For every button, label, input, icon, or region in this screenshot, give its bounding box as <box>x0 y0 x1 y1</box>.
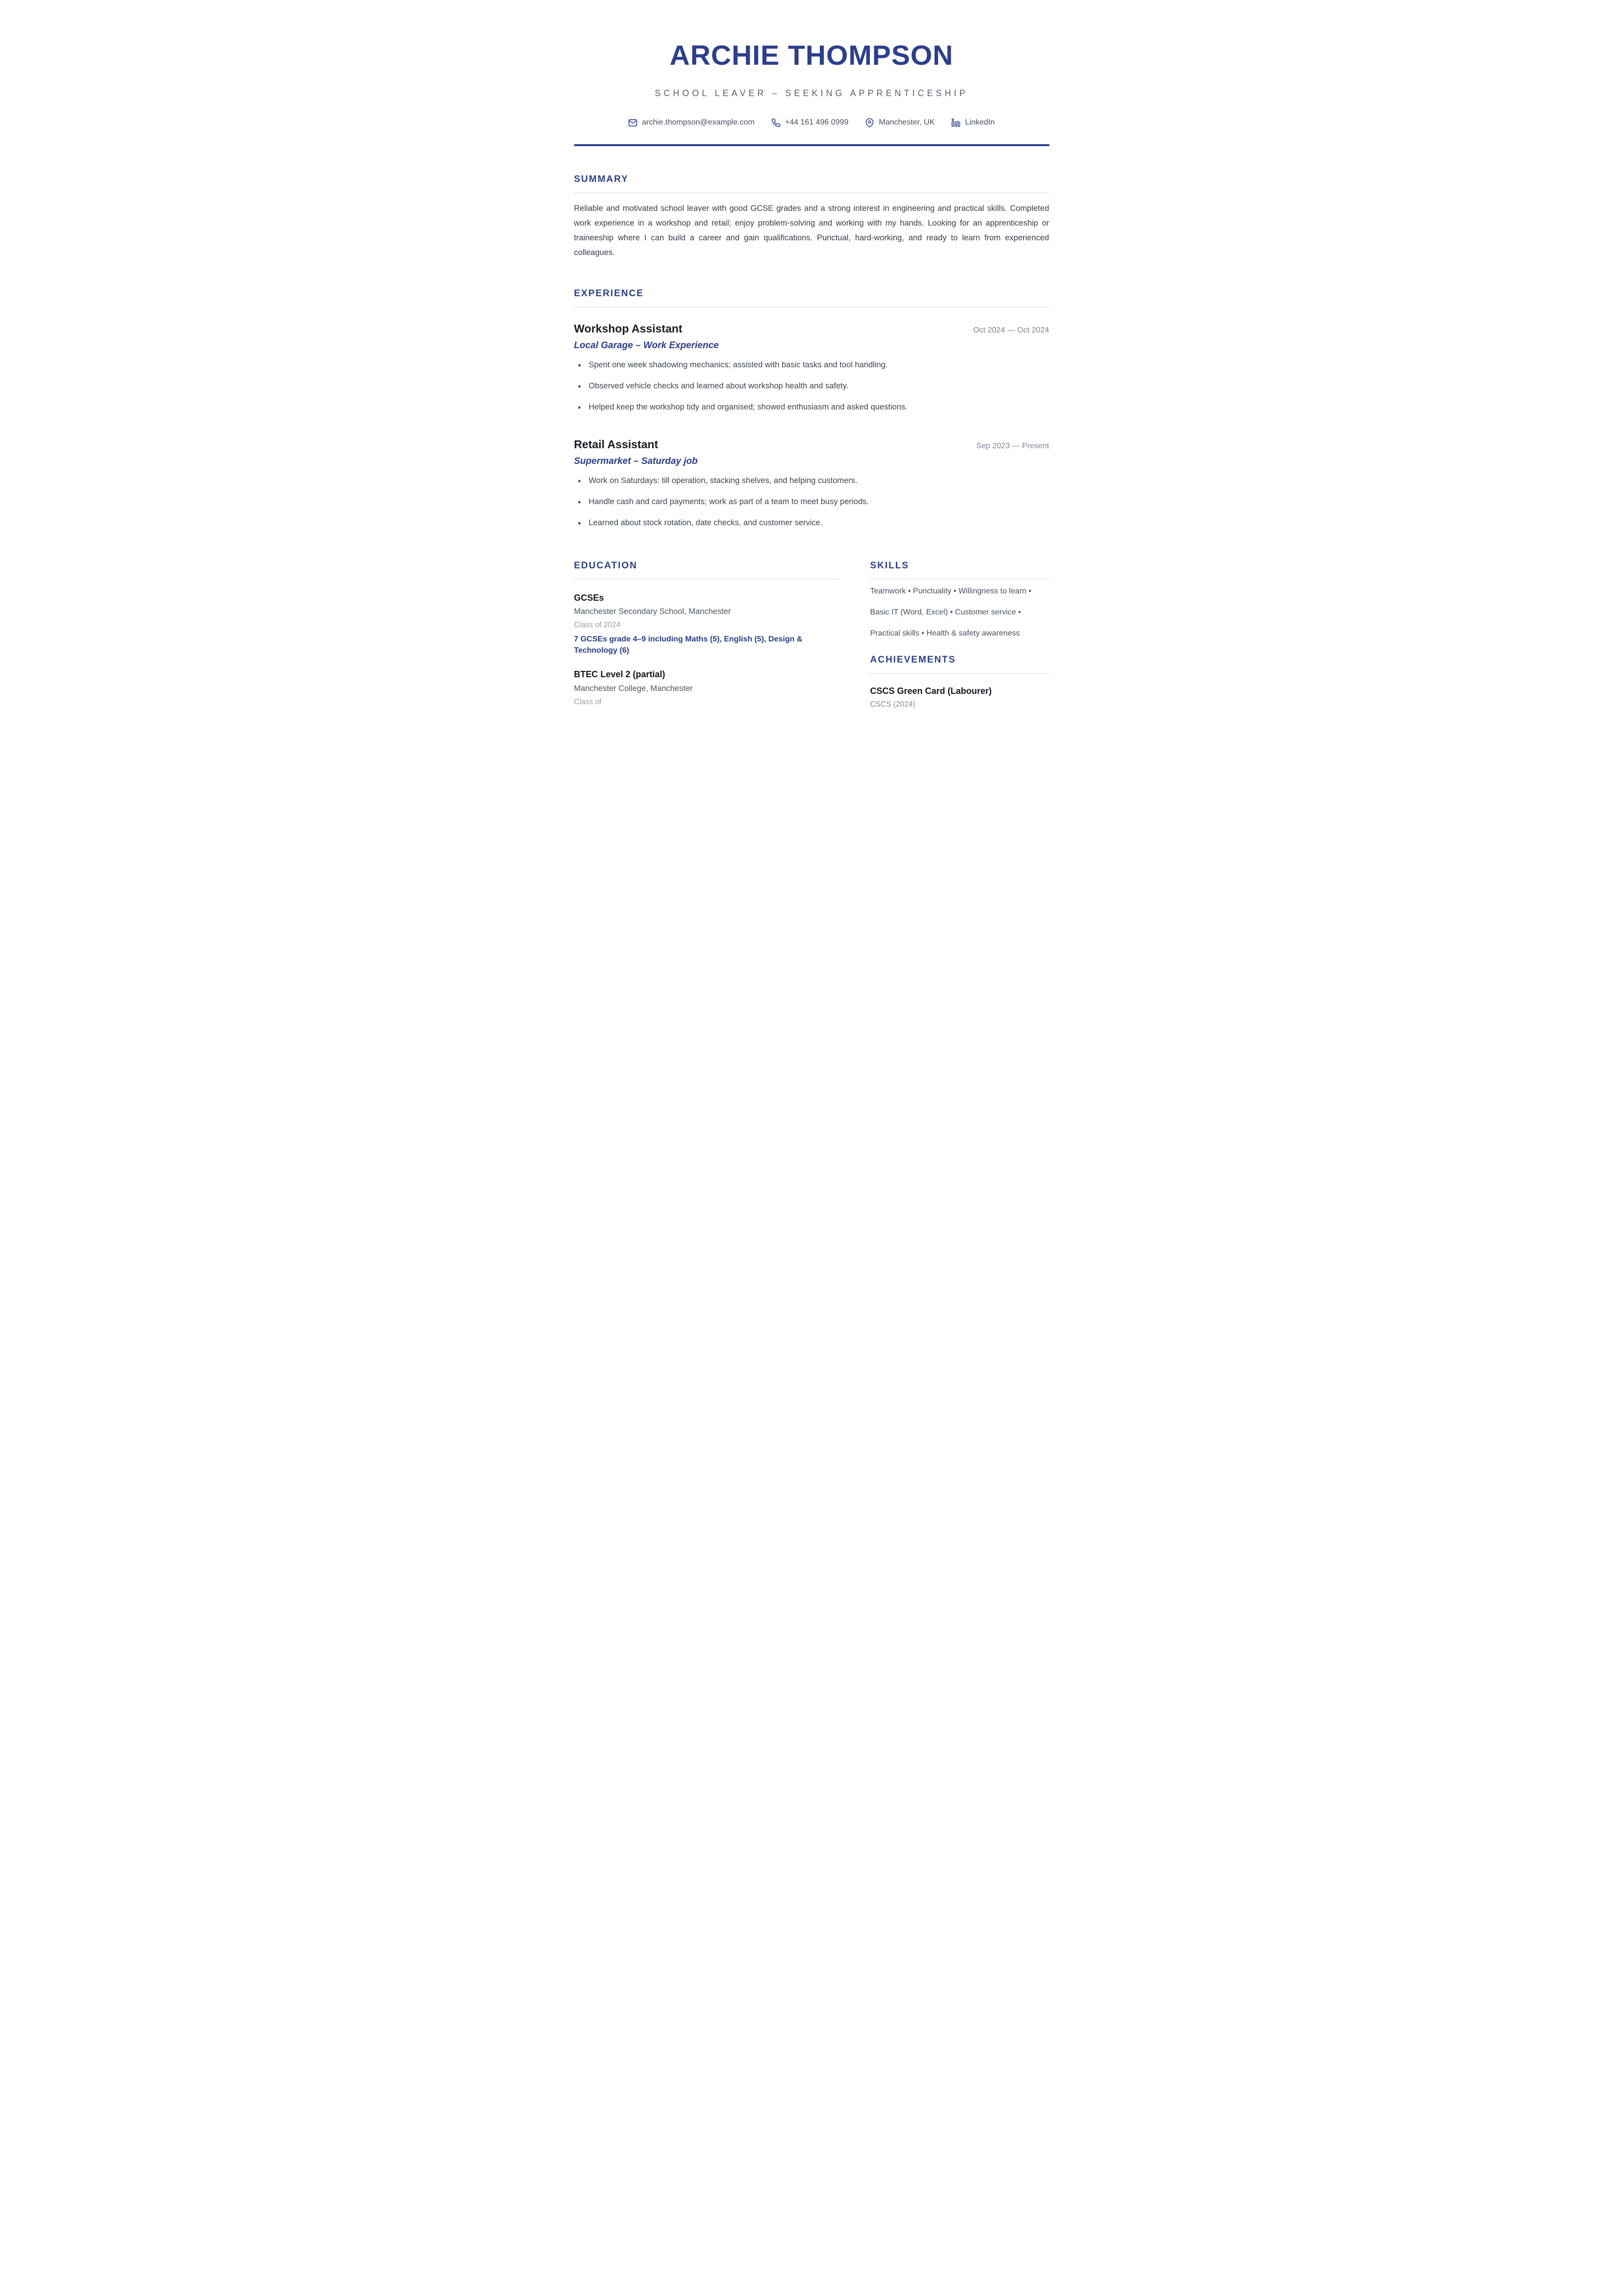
job-bullet: • Observed vehicle checks and learned about workshop health and safety. <box>574 381 1049 392</box>
contact-linkedin-text: LinkedIn <box>965 118 995 127</box>
skills-heading-divider <box>870 579 1049 580</box>
candidate-subtitle: SCHOOL LEAVER – SEEKING APPRENTICESHIP <box>655 88 968 98</box>
achievement-subtitle: CSCS (2024) <box>870 700 915 709</box>
summary-section <box>574 174 1049 260</box>
job-bullet-list <box>574 359 1049 413</box>
job-bullet: • Learned about stock rotation, date checks, and customer service. <box>574 517 1049 529</box>
contact-phone[interactable] <box>771 118 848 128</box>
job-company: Supermarket – Saturday job <box>574 456 698 467</box>
entry-header <box>574 322 1049 336</box>
contact-location[interactable] <box>865 118 935 128</box>
experience-section <box>574 288 1049 529</box>
achievement-entry <box>870 686 1049 711</box>
skills-text: Teamwork • Punctuality • Willingness to learn • Basic IT (Word, Excel) • Customer service • Practical skills • Health & safety awareness <box>870 587 1032 638</box>
job-title: Workshop Assistant <box>574 322 683 335</box>
contact-email-text: archie.thompson@example.com <box>642 118 755 127</box>
education-degree: BTEC Level 2 (partial) <box>574 669 665 680</box>
achievements-heading-divider <box>870 673 1049 674</box>
candidate-name: ARCHIE THOMPSON <box>669 40 954 71</box>
education-class-line: Class of 2024 <box>574 620 621 629</box>
education-heading: EDUCATION <box>574 560 638 571</box>
contact-linkedin[interactable] <box>951 118 995 128</box>
education-entry <box>574 669 839 707</box>
job-bullet: • Handle cash and card payments; work as part of a team to meet busy periods. <box>574 496 1049 508</box>
experience-heading: EXPERIENCE <box>574 288 644 299</box>
mail-icon <box>628 118 637 128</box>
summary-text: Reliable and motivated school leaver with good GCSE grades and a strong interest in engineering and practical skills. Completed work experience in a workshop and retail; enjoy problem-solving and working with my hands. Looking for an apprenticeship or traineeship where I can build a career and gain qualifications. Punctual, hard-working, and ready to learn from experienced colleagues. <box>574 204 1049 257</box>
education-school: Manchester Secondary School, Manchester <box>574 607 731 616</box>
resume-page <box>541 0 1082 765</box>
location-icon <box>865 118 874 128</box>
right-column <box>870 561 1049 711</box>
job-dates: Sep 2023 — Present <box>976 441 1049 450</box>
education-entry <box>574 592 839 657</box>
experience-entry <box>574 322 1049 413</box>
summary-heading-divider <box>574 192 1049 193</box>
education-class-line: Class of <box>574 697 602 706</box>
job-bullet-list <box>574 475 1049 529</box>
entry-header <box>574 438 1049 452</box>
contact-phone-text: +44 161 496 0999 <box>785 118 849 127</box>
job-company: Local Garage – Work Experience <box>574 340 719 351</box>
linkedin-icon <box>951 118 961 128</box>
contact-location-text: Manchester, UK <box>879 118 935 127</box>
education-grades-note: 7 GCSEs grade 4–9 including Maths (5), English (5), Design & Technology (6) <box>574 635 803 655</box>
education-degree: GCSEs <box>574 592 604 603</box>
contact-row <box>574 118 1049 128</box>
achievement-title: CSCS Green Card (Labourer) <box>870 686 992 696</box>
experience-entry <box>574 438 1049 529</box>
education-heading-divider <box>574 579 839 580</box>
header-divider <box>574 144 1049 146</box>
phone-icon <box>771 118 781 128</box>
job-bullet: • Spent one week shadowing mechanics; assisted with basic tasks and tool handling. <box>574 359 1049 371</box>
header <box>574 41 1049 146</box>
job-title: Retail Assistant <box>574 437 659 451</box>
summary-heading: SUMMARY <box>574 174 629 184</box>
education-section <box>574 561 839 708</box>
job-dates: Oct 2024 — Oct 2024 <box>973 326 1049 334</box>
contact-email[interactable] <box>628 118 755 128</box>
job-bullet: • Helped keep the workshop tidy and organised; showed enthusiasm and asked questions. <box>574 402 1049 413</box>
skills-heading: SKILLS <box>870 560 910 571</box>
achievements-heading: ACHIEVEMENTS <box>870 655 956 665</box>
skills-section <box>870 561 1049 644</box>
job-bullet: • Work on Saturdays: till operation, stacking shelves, and helping customers. <box>574 475 1049 487</box>
achievements-section <box>870 655 1049 710</box>
bottom-columns <box>574 561 1049 711</box>
experience-heading-divider <box>574 306 1049 307</box>
education-school: Manchester College, Manchester <box>574 684 693 693</box>
